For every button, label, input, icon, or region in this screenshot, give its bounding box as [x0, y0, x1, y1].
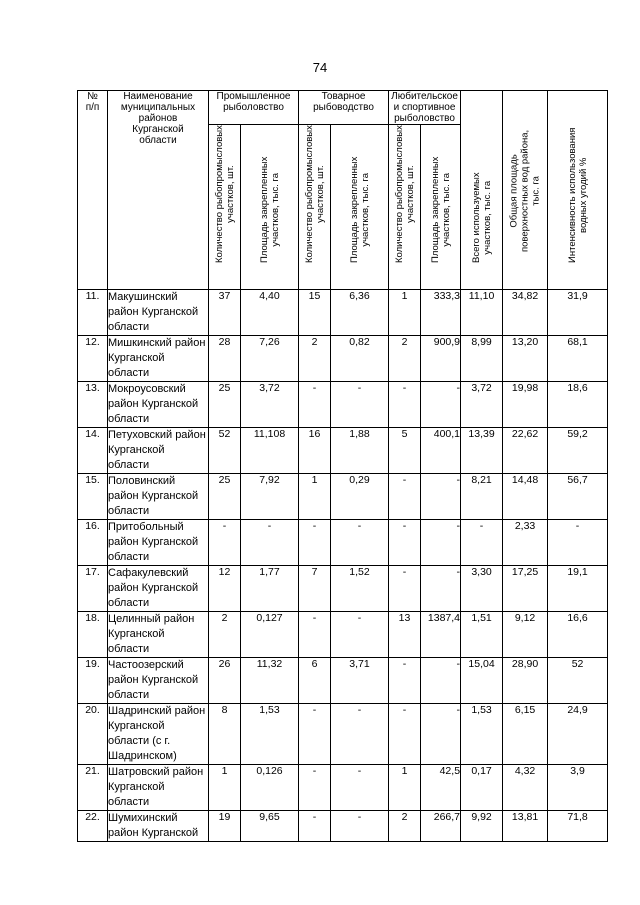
- industrial-area-cell: 1,77: [241, 566, 299, 612]
- commercial-count-cell: 16: [299, 428, 331, 474]
- intensity-cell: 59,2: [548, 428, 608, 474]
- name-cell: Притобольный район Курганской области: [108, 520, 209, 566]
- intensity-cell: 16,6: [548, 612, 608, 658]
- industrial-area-cell: 7,92: [241, 474, 299, 520]
- table-body: [78, 290, 608, 842]
- commercial-count-cell: -: [299, 765, 331, 811]
- commercial-count-cell: 1: [299, 474, 331, 520]
- total-area-cell: 6,15: [503, 704, 548, 765]
- commercial-count-cell: 15: [299, 290, 331, 336]
- header-intensity: Интенсивность использования водных угодий %: [548, 91, 608, 290]
- header-industrial-count: Количество рыбопромысловых участков, шт.: [209, 125, 241, 290]
- commercial-area-cell: -: [331, 382, 389, 428]
- num-cell: 11.: [78, 290, 108, 336]
- commercial-area-cell: 3,71: [331, 658, 389, 704]
- amateur-count-cell: 2: [389, 336, 421, 382]
- num-cell: 18.: [78, 612, 108, 658]
- intensity-cell: 3,9: [548, 765, 608, 811]
- commercial-area-cell: 1,88: [331, 428, 389, 474]
- industrial-area-cell: 1,53: [241, 704, 299, 765]
- total-used-cell: 9,92: [461, 811, 503, 842]
- total-used-cell: 8,21: [461, 474, 503, 520]
- intensity-cell: -: [548, 520, 608, 566]
- total-used-cell: 3,30: [461, 566, 503, 612]
- intensity-cell: 71,8: [548, 811, 608, 842]
- total-area-cell: 13,81: [503, 811, 548, 842]
- amateur-area-cell: -: [421, 658, 461, 704]
- table-row: [78, 382, 608, 428]
- name-cell: Петуховский район Курганской области: [108, 428, 209, 474]
- num-cell: 21.: [78, 765, 108, 811]
- industrial-area-cell: 11,32: [241, 658, 299, 704]
- total-area-cell: 22,62: [503, 428, 548, 474]
- table-row: [78, 811, 608, 842]
- amateur-count-cell: -: [389, 520, 421, 566]
- table-row: [78, 704, 608, 765]
- intensity-cell: 68,1: [548, 336, 608, 382]
- total-used-cell: 0,17: [461, 765, 503, 811]
- num-cell: 16.: [78, 520, 108, 566]
- commercial-count-cell: -: [299, 520, 331, 566]
- total-area-cell: 17,25: [503, 566, 548, 612]
- amateur-count-cell: 5: [389, 428, 421, 474]
- header-commercial-count: Количество рыбопромысловых участков, шт.: [299, 125, 331, 290]
- commercial-count-cell: -: [299, 811, 331, 842]
- amateur-count-cell: -: [389, 704, 421, 765]
- total-used-cell: -: [461, 520, 503, 566]
- name-cell: Шатровский район Курганской области: [108, 765, 209, 811]
- num-cell: 12.: [78, 336, 108, 382]
- amateur-area-cell: 42,5: [421, 765, 461, 811]
- header-industrial-area: Площадь закрепленных участков, тыс. га: [241, 125, 299, 290]
- total-area-cell: 4,32: [503, 765, 548, 811]
- commercial-count-cell: -: [299, 612, 331, 658]
- table-row: [78, 474, 608, 520]
- amateur-count-cell: 2: [389, 811, 421, 842]
- page-number: 74: [312, 60, 328, 75]
- name-cell: Сафакулевский район Курганской области: [108, 566, 209, 612]
- amateur-area-cell: 900,9: [421, 336, 461, 382]
- amateur-area-cell: -: [421, 382, 461, 428]
- amateur-area-cell: 333,3: [421, 290, 461, 336]
- amateur-area-cell: 400,1: [421, 428, 461, 474]
- header-amateur: Любительское и спортивное рыболовство: [389, 91, 461, 125]
- fishery-table: [77, 90, 608, 842]
- industrial-area-cell: 9,65: [241, 811, 299, 842]
- name-cell: Мокроусовский район Курганской области: [108, 382, 209, 428]
- industrial-area-cell: 0,126: [241, 765, 299, 811]
- amateur-count-cell: 1: [389, 765, 421, 811]
- intensity-cell: 56,7: [548, 474, 608, 520]
- amateur-count-cell: -: [389, 658, 421, 704]
- header-commercial-area: Площадь закрепленных участков, тыс. га: [331, 125, 389, 290]
- commercial-area-cell: -: [331, 765, 389, 811]
- industrial-count-cell: 1: [209, 765, 241, 811]
- industrial-count-cell: 25: [209, 382, 241, 428]
- commercial-count-cell: -: [299, 704, 331, 765]
- name-cell: Мишкинский район Курганской области: [108, 336, 209, 382]
- industrial-area-cell: 7,26: [241, 336, 299, 382]
- num-cell: 22.: [78, 811, 108, 842]
- amateur-area-cell: 266,7: [421, 811, 461, 842]
- total-area-cell: 19,98: [503, 382, 548, 428]
- commercial-count-cell: 2: [299, 336, 331, 382]
- name-cell: Шадринский район Курганской области (с г. Шадринском): [108, 704, 209, 765]
- total-area-cell: 34,82: [503, 290, 548, 336]
- industrial-area-cell: 0,127: [241, 612, 299, 658]
- commercial-area-cell: 6,36: [331, 290, 389, 336]
- num-cell: 15.: [78, 474, 108, 520]
- total-used-cell: 3,72: [461, 382, 503, 428]
- amateur-count-cell: -: [389, 382, 421, 428]
- num-cell: 19.: [78, 658, 108, 704]
- header-commercial: Товарное рыбоводство: [299, 91, 389, 125]
- industrial-count-cell: 52: [209, 428, 241, 474]
- amateur-count-cell: 1: [389, 290, 421, 336]
- intensity-cell: 18,6: [548, 382, 608, 428]
- intensity-cell: 24,9: [548, 704, 608, 765]
- industrial-count-cell: 19: [209, 811, 241, 842]
- industrial-area-cell: 11,108: [241, 428, 299, 474]
- commercial-area-cell: 0,29: [331, 474, 389, 520]
- total-area-cell: 14,48: [503, 474, 548, 520]
- amateur-area-cell: -: [421, 566, 461, 612]
- table-row: [78, 520, 608, 566]
- name-cell: Целинный район Курганской области: [108, 612, 209, 658]
- industrial-count-cell: -: [209, 520, 241, 566]
- total-area-cell: 9,12: [503, 612, 548, 658]
- header-industrial: Промышленное рыболовство: [209, 91, 299, 125]
- amateur-area-cell: -: [421, 704, 461, 765]
- commercial-area-cell: -: [331, 704, 389, 765]
- name-cell: Шумихинский район Курганской: [108, 811, 209, 842]
- total-used-cell: 11,10: [461, 290, 503, 336]
- industrial-count-cell: 26: [209, 658, 241, 704]
- num-cell: 14.: [78, 428, 108, 474]
- name-cell: Частоозерский район Курганской области: [108, 658, 209, 704]
- header-num: № п/п: [78, 91, 108, 290]
- header-total-area: Общая площадь поверхностных вод района, тыс. га: [503, 91, 548, 290]
- header-total-used: Всего используемых участков, тыс. га: [461, 91, 503, 290]
- commercial-area-cell: 0,82: [331, 336, 389, 382]
- industrial-count-cell: 25: [209, 474, 241, 520]
- table-row: [78, 290, 608, 336]
- commercial-area-cell: -: [331, 811, 389, 842]
- num-cell: 17.: [78, 566, 108, 612]
- total-area-cell: 2,33: [503, 520, 548, 566]
- amateur-count-cell: -: [389, 474, 421, 520]
- industrial-area-cell: 4,40: [241, 290, 299, 336]
- table-row: [78, 612, 608, 658]
- total-used-cell: 8,99: [461, 336, 503, 382]
- commercial-area-cell: -: [331, 520, 389, 566]
- table-row: [78, 658, 608, 704]
- total-used-cell: 1,53: [461, 704, 503, 765]
- header-amateur-area: Площадь закрепленных участков, тыс. га: [421, 125, 461, 290]
- num-cell: 20.: [78, 704, 108, 765]
- industrial-count-cell: 28: [209, 336, 241, 382]
- amateur-count-cell: -: [389, 566, 421, 612]
- amateur-area-cell: -: [421, 520, 461, 566]
- amateur-area-cell: 1387,4: [421, 612, 461, 658]
- industrial-area-cell: -: [241, 520, 299, 566]
- amateur-count-cell: 13: [389, 612, 421, 658]
- header-name: Наименование муниципальных районов Курганской области: [108, 91, 209, 290]
- industrial-count-cell: 37: [209, 290, 241, 336]
- name-cell: Макушинский район Курганской области: [108, 290, 209, 336]
- name-cell: Половинский район Курганской области: [108, 474, 209, 520]
- industrial-count-cell: 8: [209, 704, 241, 765]
- amateur-area-cell: -: [421, 474, 461, 520]
- intensity-cell: 31,9: [548, 290, 608, 336]
- industrial-count-cell: 2: [209, 612, 241, 658]
- table-row: [78, 428, 608, 474]
- total-used-cell: 1,51: [461, 612, 503, 658]
- total-area-cell: 28,90: [503, 658, 548, 704]
- intensity-cell: 52: [548, 658, 608, 704]
- total-used-cell: 15,04: [461, 658, 503, 704]
- total-area-cell: 13,20: [503, 336, 548, 382]
- commercial-area-cell: -: [331, 612, 389, 658]
- commercial-area-cell: 1,52: [331, 566, 389, 612]
- commercial-count-cell: 6: [299, 658, 331, 704]
- industrial-area-cell: 3,72: [241, 382, 299, 428]
- table-row: [78, 336, 608, 382]
- intensity-cell: 19,1: [548, 566, 608, 612]
- header-amateur-count: Количество рыбопромысловых участков, шт.: [389, 125, 421, 290]
- commercial-count-cell: -: [299, 382, 331, 428]
- total-used-cell: 13,39: [461, 428, 503, 474]
- num-cell: 13.: [78, 382, 108, 428]
- table-row: [78, 566, 608, 612]
- industrial-count-cell: 12: [209, 566, 241, 612]
- commercial-count-cell: 7: [299, 566, 331, 612]
- table-row: [78, 765, 608, 811]
